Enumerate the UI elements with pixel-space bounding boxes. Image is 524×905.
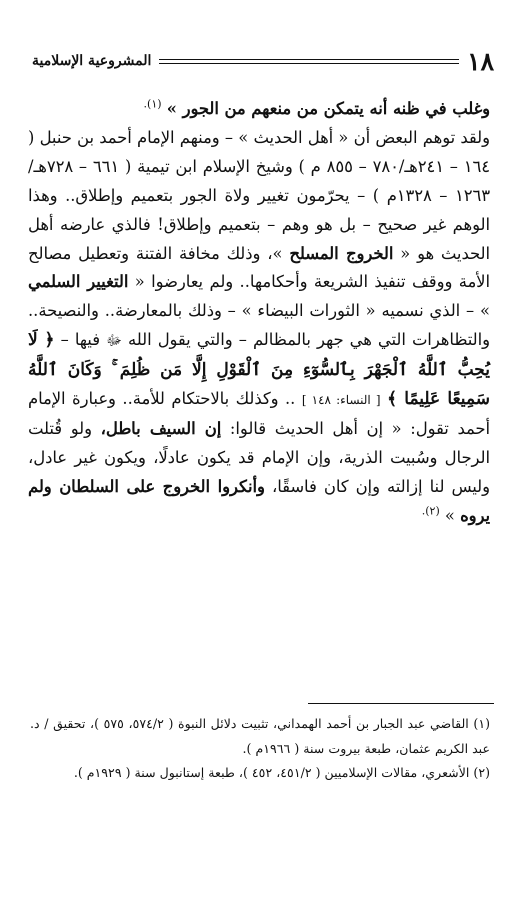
running-title: المشروعية الإسلامية [32, 53, 152, 69]
header-rule [159, 59, 459, 64]
page-header [32, 44, 494, 78]
emphasis-peaceful-change: التغيير السلمي [28, 272, 129, 292]
text-segment-1: ولقد توهم البعض أن « أهل الحديث » – ومنهم الإمام أحمد بن حنبل ( ١٦٤ – ٢٤١هـ/٧٨٠ – ٨٥٥ م ) وشيخ الإسلام ابن تيمية ( ٦٦١ – ٧٢٨هـ/١٢٦٣ – ١٣٢٨م ) – يحرّمون تغيير ولاة الجور بتعميم وإطلاق.. [28, 127, 490, 205]
footnote-1: (١) القاضي عبد الجبار بن أحمد الهمداني، تثبيت دلائل النبوة ( ٥٧٤/٢، ٥٧٥ )، تحقيق / د. عبد الكريم عثمان، طبعة بيروت سنة ( ١٩٦٦م ). [30, 716, 490, 756]
text-segment-3: فالذي عارضه أهل الحديث هو « [28, 214, 490, 263]
paragraph-1 [28, 95, 490, 124]
paragraph-1-text: وغلب في ظنه أنه يتمكن من منعهم من الجور » [166, 99, 490, 118]
paragraph-2 [28, 124, 490, 531]
emphasis-sword-void: إن السيف باطل، [100, 418, 222, 438]
emphasis-armed-uprising: الخروج المسلح [289, 243, 394, 263]
quran-verse: ﴿ لَا يُحِبُّ ٱللَّهُ ٱلْجَهْرَ بِٱلسُّوٓءِ مِنَ ٱلْقَوْلِ إِلَّا مَن ظُلِمَ ۚ وَكَانَ ٱللَّهُ سَمِيعًا عَلِيمًا ﴾ [28, 330, 491, 410]
footnote-ref-2: (٢). [421, 504, 440, 518]
emphasis-rejected-uprising: وأنكروا الخروج على السلطان ولم يروه [28, 476, 490, 525]
footnotes [30, 712, 490, 786]
text-segment-8: ولو قُتلت الرجال وسُبيت الذرية، وإن الإمام قد يكون عادلًا، ويكون غير عادل، وليس لنا إزالته وإن كان فاسقًا، [28, 418, 490, 496]
verse-citation: [ النساء: ١٤٨ ] [301, 393, 381, 408]
text-segment-7: .. وكذلك بالاحتكام للأمة.. وعبارة الإمام أحمد تقول: « إن أهل الحديث قالوا: [28, 389, 490, 438]
page-number: ١٨ [467, 46, 494, 76]
honorific-glyph: ﷻ [106, 333, 122, 350]
text-segment-2: وهذا الوهم غير صحيح – بل هو وهم – بتعميم وإطلاق! [28, 185, 490, 234]
text-segment-5: » – الذي نسميه « الثورات البيضاء » – وذلك بالمعارضة.. والنصيحة.. والتظاهرات التي هي جهر بالمظالم – والتي يقول الله [28, 301, 490, 350]
text-segment-9: » [444, 505, 455, 525]
footnote-ref-1: (١). [143, 97, 162, 111]
footnote-2: (٢) الأشعري، مقالات الإسلاميين ( ٤٥١/٢، ٤٥٢ )، طبعة إستانبول سنة ( ١٩٢٩م ). [73, 765, 490, 781]
text-segment-4: »، وذلك مخافة الفتنة وتعطيل مصالح الأمة ووقف تنفيذ الشريعة وأحكامها.. ولم يعارضوا « [28, 243, 490, 292]
footnote-separator [308, 703, 494, 704]
main-text [28, 95, 490, 531]
text-segment-6: فيها – [60, 330, 100, 350]
